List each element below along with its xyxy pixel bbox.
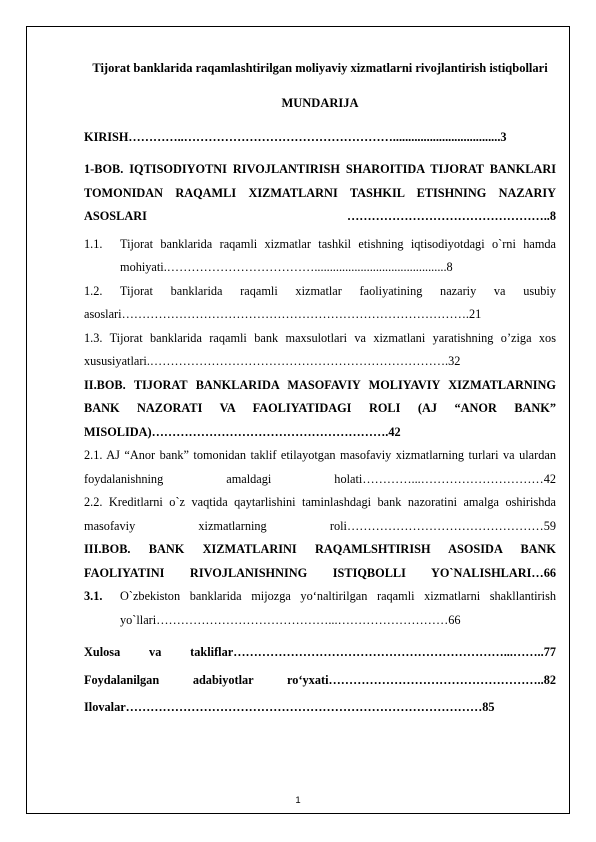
toc-entry-appendices[interactable]: Ilovalar……………………………………………………………………………85 xyxy=(84,700,495,714)
toc-entry-text: O`zbekiston banklarida mijozga yo‘naltirilgan raqamli xizmatlarni shakllantirish yo`llari……………………………………...………………………66 xyxy=(120,589,556,627)
document-title: Tijorat banklarida raqamlashtirilgan moliyaviy xizmatlarni rivojlantirish istiqbollari xyxy=(92,61,548,75)
toc-entry-section-1-3[interactable]: 1.3. Tijorat banklarida raqamli bank maxsulotlari va xizmatlani yaratishning o’ziga xos xususiyatlari.……………………………………………………………….32 xyxy=(84,330,556,368)
toc-entry-chapter-2[interactable]: II.BOB. TIJORAT BANKLARIDA MASOFAVIY MOLIYAVIY XIZMATLARNING BANK NAZORATI VA FAOLIYATIDAGI ROLI (AJ “ANOR BANK” MISOLIDA)………………………………………………….42 xyxy=(84,377,556,439)
toc-heading: MUNDARIJA xyxy=(281,96,359,110)
toc-entry-section-1-1[interactable] xyxy=(84,233,556,280)
toc-entry-number: 3.1. xyxy=(84,589,103,603)
toc-entry-references[interactable]: Foydalanilgan adabiyotlar ro‘yxati……………………………………………..82 xyxy=(84,672,556,687)
toc-entry-section-2-2[interactable]: 2.2. Kreditlarni o`z vaqtida qaytarlishini taminlashdagi bank nazoratini amalga oshirishda masofaviy xizmatlarning roli…………………………………………59 xyxy=(84,495,556,533)
toc-entry-section-2-1[interactable]: 2.1. AJ “Anor bank” tomonidan taklif etilayotgan masofaviy xizmatlarning turlari va ulardan foydalanishning amaldagi holati…………...…………………………42 xyxy=(84,448,556,486)
toc-entry-chapter-3[interactable]: III.BOB. BANK XIZMATLARINI RAQAMLSHTIRISH ASOSIDA BANK FAOLIYATINI RIVOJLANISHNING ISTIQBOLLI YO`NALISHLARI…66 xyxy=(84,542,556,580)
document-body xyxy=(84,56,556,720)
toc-entry-section-1-2[interactable]: 1.2. Tijorat banklarida raqamli xizmatlar faoliyatining nazariy va usubiy asoslari………………………………………………………………………….21 xyxy=(84,283,556,321)
toc-entry-introduction[interactable]: KIRISH…………..……………………………………………...................................3 xyxy=(84,129,507,144)
toc-entry-chapter-1[interactable]: 1-BOB. IQTISODIYOTNI RIVOJLANTIRISH SHAROITIDA TIJORAT BANKLARI TOMONIDAN RAQAMLI XIZMATLARNI TASHKIL ETISHNING NAZARIY ASOSLARI …………………………………………..8 xyxy=(84,162,556,223)
toc-entry-number: 1.1. xyxy=(84,236,103,251)
toc-entry-section-3-1[interactable] xyxy=(84,585,556,632)
toc-entry-text: Tijorat banklarida raqamli xizmatlar tashkil etishning iqtisodiyotdagi o`rni hamda mohiyati.………………………………...........................................8 xyxy=(120,236,556,274)
page-number: 1 xyxy=(295,795,301,806)
toc-entry-conclusions[interactable]: Xulosa va takliflar…………………………………………………………...……..77 xyxy=(84,645,556,659)
